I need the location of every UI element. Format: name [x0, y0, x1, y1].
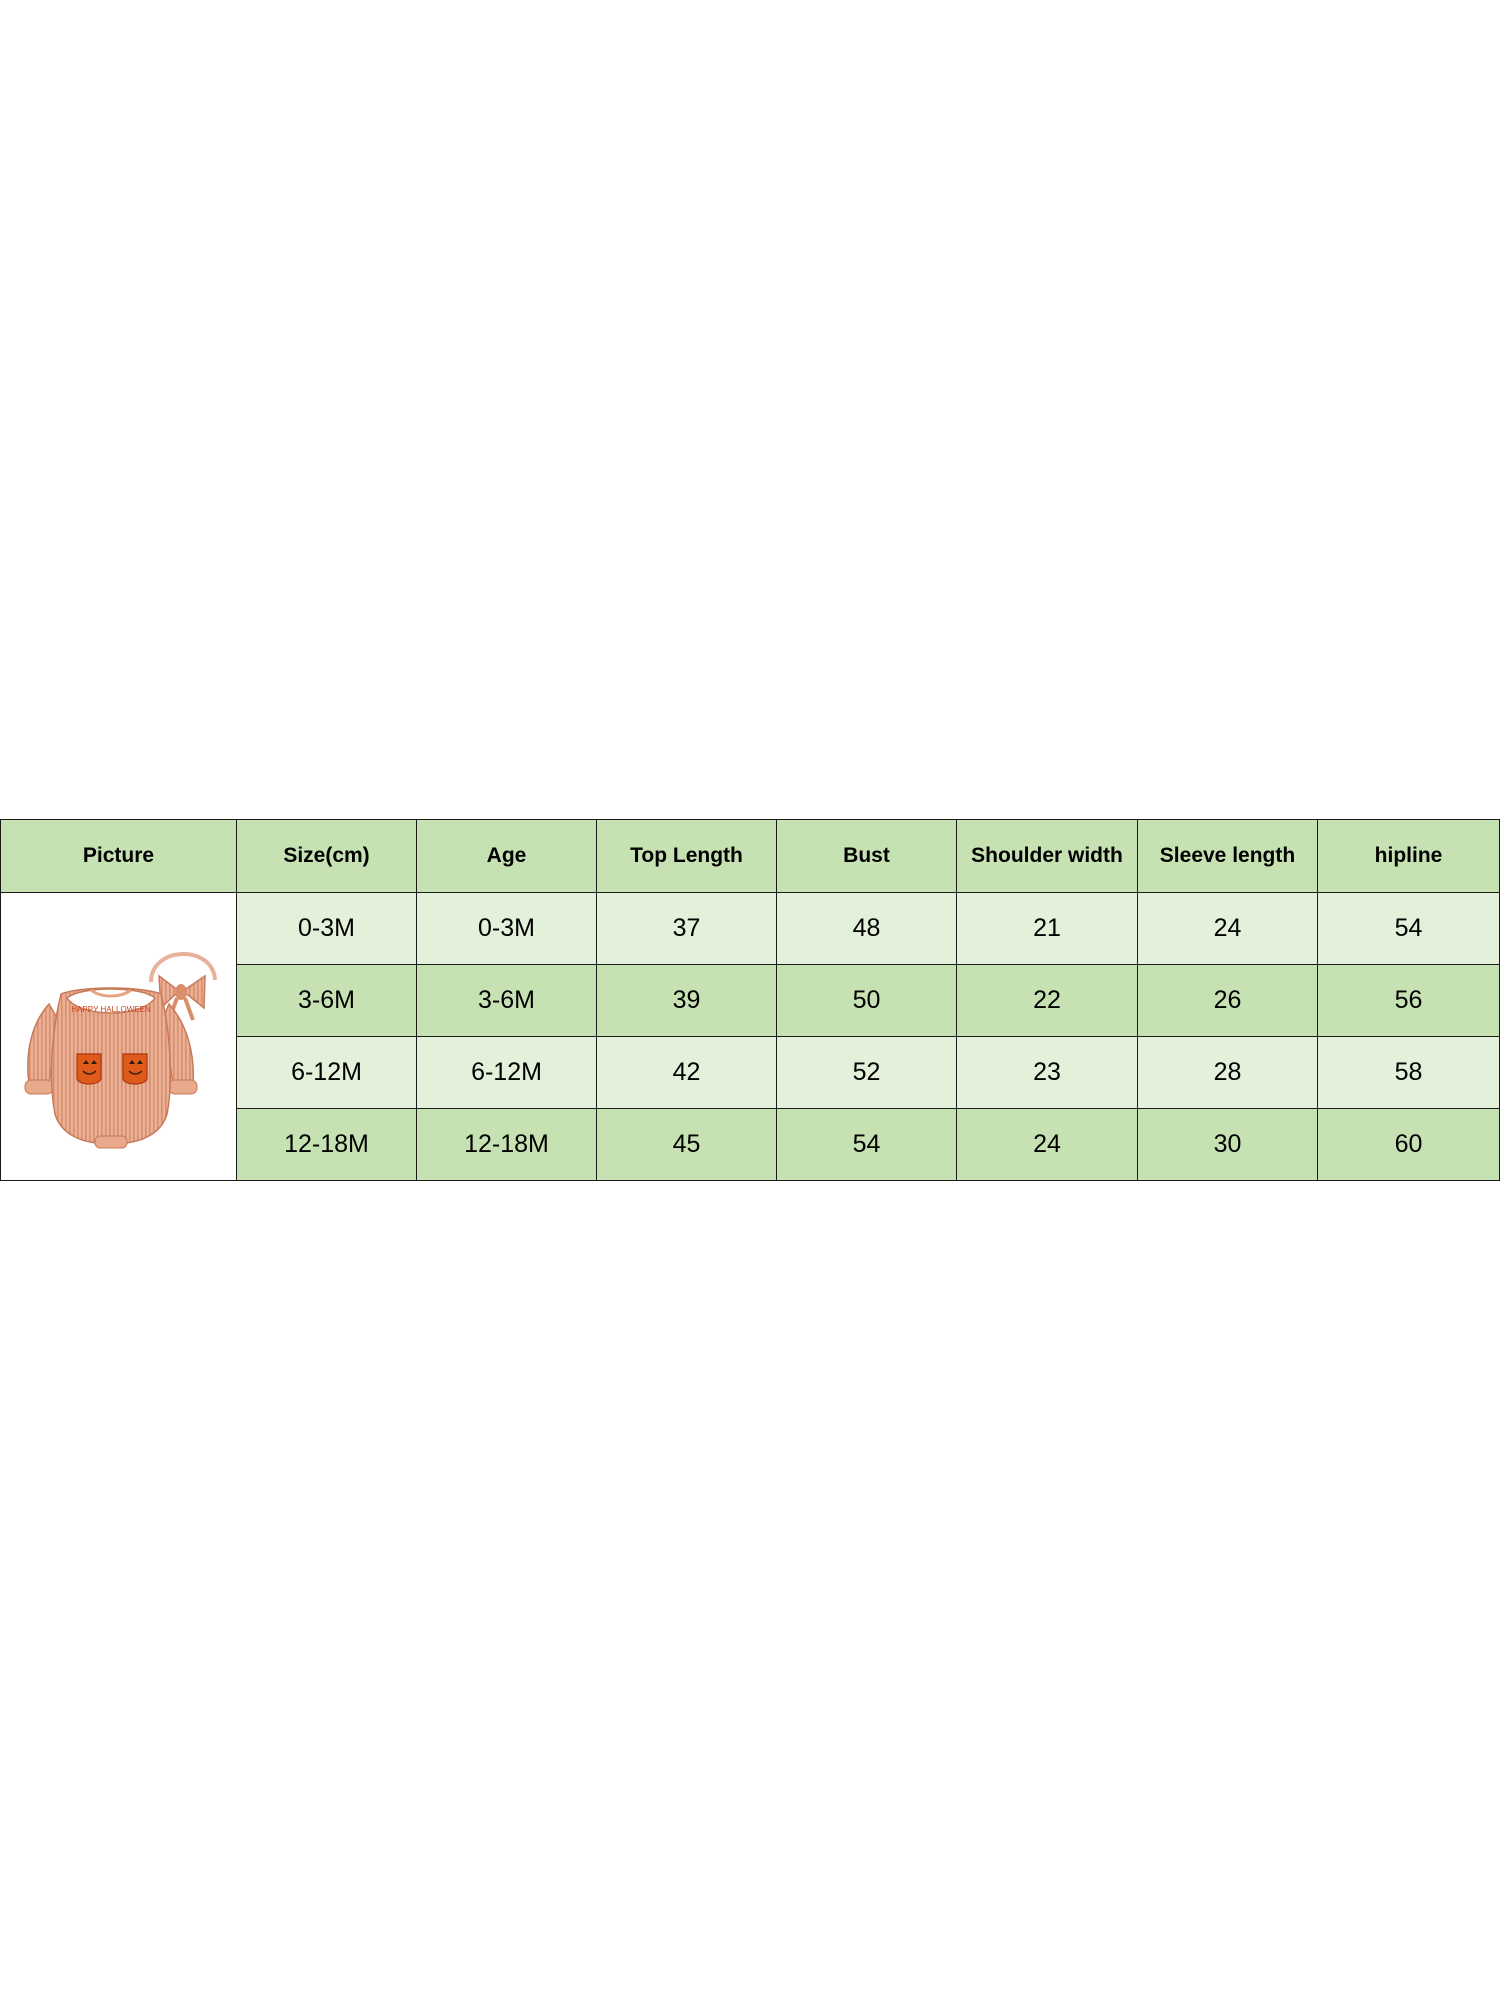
pumpkin-pocket-icon: [77, 1054, 101, 1084]
header-picture: Picture: [1, 820, 237, 893]
product-image: [1, 894, 237, 1180]
product-picture-cell: [1, 893, 237, 1181]
header-hipline: hipline: [1318, 820, 1500, 893]
cell-top-length: 37: [597, 893, 777, 965]
cell-size: 12-18M: [237, 1109, 417, 1181]
cell-age: 3-6M: [417, 965, 597, 1037]
cell-shoulder-width: 22: [957, 965, 1138, 1037]
cell-shoulder-width: 24: [957, 1109, 1138, 1181]
cell-bust: 48: [777, 893, 957, 965]
header-age: Age: [417, 820, 597, 893]
header-top-length: Top Length: [597, 820, 777, 893]
cell-size: 3-6M: [237, 965, 417, 1037]
cell-sleeve-length: 28: [1138, 1037, 1318, 1109]
collar-icon: [67, 989, 155, 1014]
cell-shoulder-width: 21: [957, 893, 1138, 965]
cell-shoulder-width: 23: [957, 1037, 1138, 1109]
size-chart-table: [0, 819, 1500, 1181]
cell-top-length: 39: [597, 965, 777, 1037]
cell-hipline: 56: [1318, 965, 1500, 1037]
cell-hipline: 54: [1318, 893, 1500, 965]
cell-bust: 50: [777, 965, 957, 1037]
table-row: [1, 893, 1500, 965]
cell-hipline: 58: [1318, 1037, 1500, 1109]
header-bust: Bust: [777, 820, 957, 893]
cell-top-length: 45: [597, 1109, 777, 1181]
svg-text:HAPPY HALLOWEEN: HAPPY HALLOWEEN: [71, 1004, 151, 1014]
cell-size: 0-3M: [237, 893, 417, 965]
cell-hipline: 60: [1318, 1109, 1500, 1181]
cell-size: 6-12M: [237, 1037, 417, 1109]
cell-age: 0-3M: [417, 893, 597, 965]
cell-sleeve-length: 24: [1138, 893, 1318, 965]
pumpkin-pocket-icon: [123, 1054, 147, 1084]
cell-sleeve-length: 30: [1138, 1109, 1318, 1181]
header-sleeve-length: Sleeve length: [1138, 820, 1318, 893]
cell-bust: 52: [777, 1037, 957, 1109]
header-shoulder-width: Shoulder width: [957, 820, 1138, 893]
header-row: [1, 820, 1500, 893]
cell-top-length: 42: [597, 1037, 777, 1109]
header-size: Size(cm): [237, 820, 417, 893]
cell-bust: 54: [777, 1109, 957, 1181]
cell-age: 12-18M: [417, 1109, 597, 1181]
cell-age: 6-12M: [417, 1037, 597, 1109]
cell-sleeve-length: 26: [1138, 965, 1318, 1037]
